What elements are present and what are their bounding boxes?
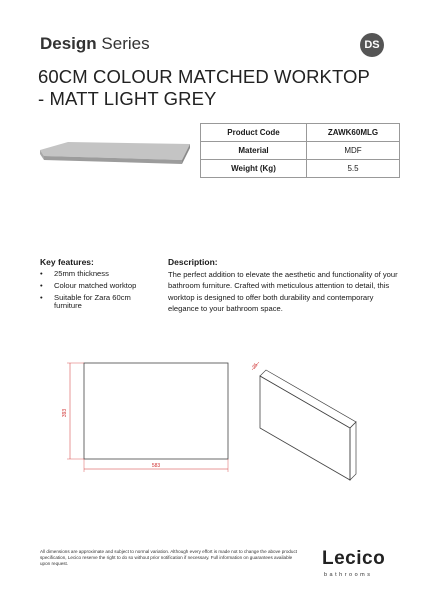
spec-value: 5.5 <box>307 160 400 178</box>
table-row <box>201 160 400 178</box>
depth-dimension-label: 25 <box>251 362 260 371</box>
spec-value: ZAWK60MLG <box>307 124 400 142</box>
list-item: • Colour matched worktop <box>40 282 160 291</box>
perspective-front-face <box>260 376 350 480</box>
height-dimension-label: 393 <box>62 408 68 418</box>
spec-label: Product Code <box>201 124 307 142</box>
ds-logo-badge: DS <box>360 33 384 57</box>
product-title: 60CM COLOUR MATCHED WORKTOP - MATT LIGHT GREY <box>38 66 370 109</box>
spec-label: Weight (Kg) <box>201 160 307 178</box>
key-features-list <box>40 270 160 314</box>
lecico-logo: Lecico <box>322 548 386 569</box>
front-view-outline <box>84 363 228 459</box>
series-bold: Design <box>40 34 97 53</box>
list-item: • Suitable for Zara 60cm furniture <box>40 294 160 312</box>
description-heading: Description: <box>168 257 218 267</box>
spec-table <box>200 123 400 178</box>
worktop-image <box>36 140 194 172</box>
table-row <box>201 142 400 160</box>
footer-disclaimer: All dimensions are approximate and subject to normal variation. Although every effort is made not to change the above product specification, Lecico reserve the right to do so without prior notification if necessary. Full information on guarantees available upon request. <box>40 549 298 566</box>
description-text: The perfect addition to elevate the aesthetic and functionality of your bathroom furniture. Crafted with meticulous attention to detail, this worktop is designed to offer both durability and contemporary elegance to your bathroom space. <box>168 270 398 314</box>
perspective-view-drawing <box>246 360 366 485</box>
width-dimension-label: 583 <box>151 463 161 469</box>
spec-value: MDF <box>307 142 400 160</box>
front-view-drawing <box>56 355 236 477</box>
series-heading <box>40 34 150 54</box>
lecico-logo-subtitle: bathrooms <box>324 572 373 578</box>
key-features-heading: Key features: <box>40 257 94 267</box>
series-light: Series <box>101 34 150 53</box>
perspective-top-edge <box>260 370 356 428</box>
table-row <box>201 124 400 142</box>
perspective-side-face <box>350 422 356 480</box>
list-item: • 25mm thickness <box>40 270 160 279</box>
spec-label: Material <box>201 142 307 160</box>
